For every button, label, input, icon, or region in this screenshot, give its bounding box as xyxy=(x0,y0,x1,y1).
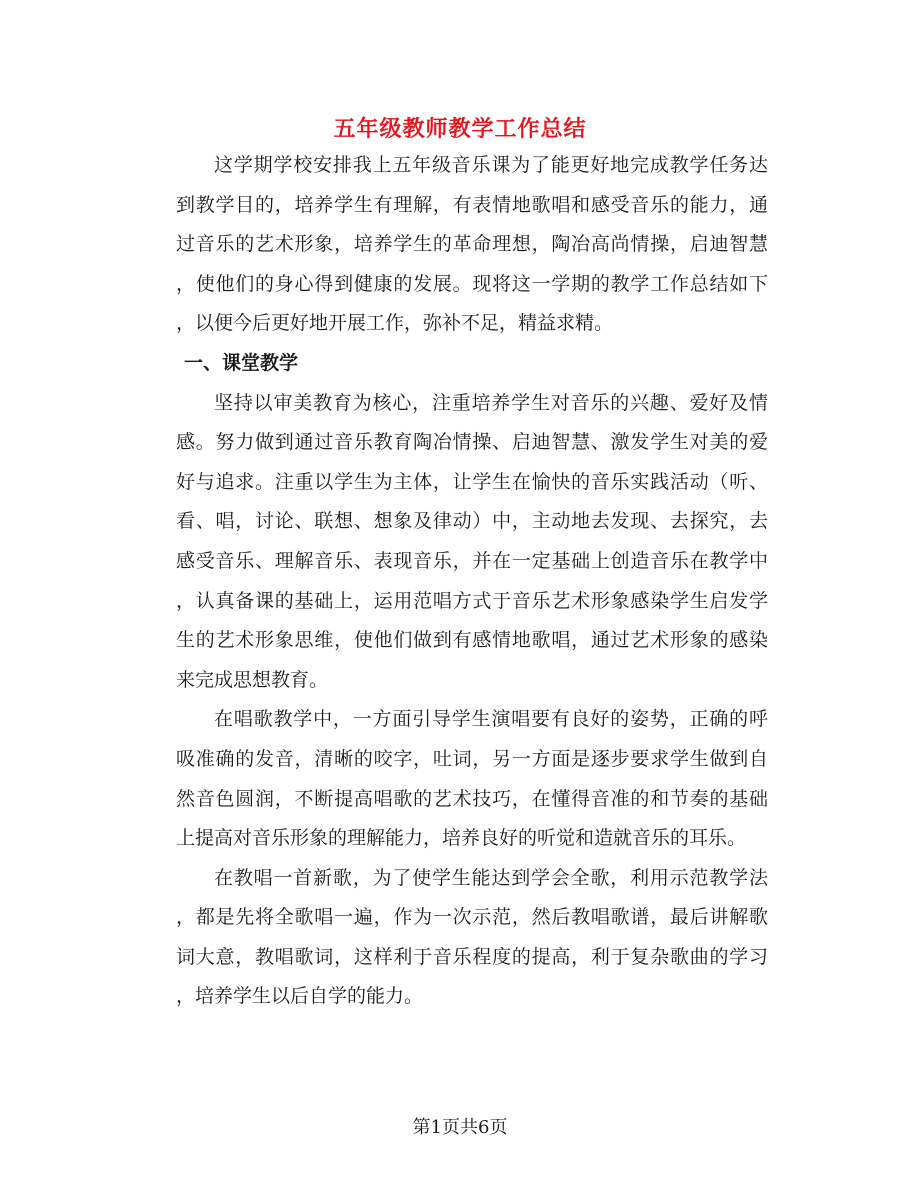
text-line: 在唱歌教学中，一方面引导学生演唱要有良好的姿势，正确的呼 xyxy=(214,708,768,731)
text-line: 好与追求。注重以学生为主体，让学生在愉快的音乐实践活动（听、 xyxy=(176,470,768,493)
paragraph xyxy=(176,859,768,1017)
text-line: 来完成思想教育。 xyxy=(176,668,329,691)
document-title: 五年级教师教学工作总结 xyxy=(333,116,587,142)
text-line: 感受音乐、理解音乐、表现音乐，并在一定基础上创造音乐在教学中 xyxy=(176,549,768,572)
text-line: 上提高对音乐形象的理解能力，培养良好的听觉和造就音乐的耳乐。 xyxy=(176,827,747,850)
page-number-footer: 第1页共6页 xyxy=(412,1117,508,1138)
text-line: 这学期学校安排我上五年级音乐课为了能更好地完成教学任务达 xyxy=(214,154,768,176)
text-line: 然音色圆润，不断提高唱歌的艺术技巧，在懂得音准的和节奏的基础 xyxy=(176,787,768,810)
text-line: ，都是先将全歌唱一遍，作为一次示范，然后教唱歌谱，最后讲解歌 xyxy=(176,906,768,929)
text-line: 到教学目的，培养学生有理解，有表情地歌唱和感受音乐的能力，通 xyxy=(176,193,768,216)
text-line: 看、唱，讨论、联想、想象及律动）中，主动地去发现、去探究，去 xyxy=(176,510,768,533)
text-line: 坚持以审美教育为核心，注重培养学生对音乐的兴趣、爱好及情 xyxy=(214,391,768,414)
text-line: 词大意，教唱歌词，这样利于音乐程度的提高，利于复杂歌曲的学习 xyxy=(176,945,768,968)
paragraph xyxy=(176,384,768,701)
paragraph xyxy=(176,700,768,858)
text-line: 吸准确的发音，清晰的咬字，吐词，另一方面是逐步要求学生做到自 xyxy=(176,747,768,770)
intro-paragraph xyxy=(176,146,768,344)
text-line: ，以便今后更好地开展工作，弥补不足，精益求精。 xyxy=(176,312,614,335)
document-body xyxy=(176,146,768,1017)
text-line: 在教唱一首新歌，为了使学生能达到学会全歌，利用示范教学法 xyxy=(214,866,768,889)
text-line: ，培养学生以后自学的能力。 xyxy=(176,985,424,1008)
text-line: 过音乐的艺术形象，培养学生的革命理想，陶冶高尚情操，启迪智慧 xyxy=(176,233,768,256)
text-line: ，使他们的身心得到健康的发展。现将这一学期的教学工作总结如下 xyxy=(176,272,768,295)
section-heading: 一、课堂教学 xyxy=(184,351,299,374)
text-line: ，认真备课的基础上，运用范唱方式于音乐艺术形象感染学生启发学 xyxy=(176,589,768,612)
text-line: 感。努力做到通过音乐教育陶冶情操、启迪智慧、激发学生对美的爱 xyxy=(176,431,768,454)
text-line: 生的艺术形象思维，使他们做到有感情地歌唱，通过艺术形象的感染 xyxy=(176,629,768,652)
